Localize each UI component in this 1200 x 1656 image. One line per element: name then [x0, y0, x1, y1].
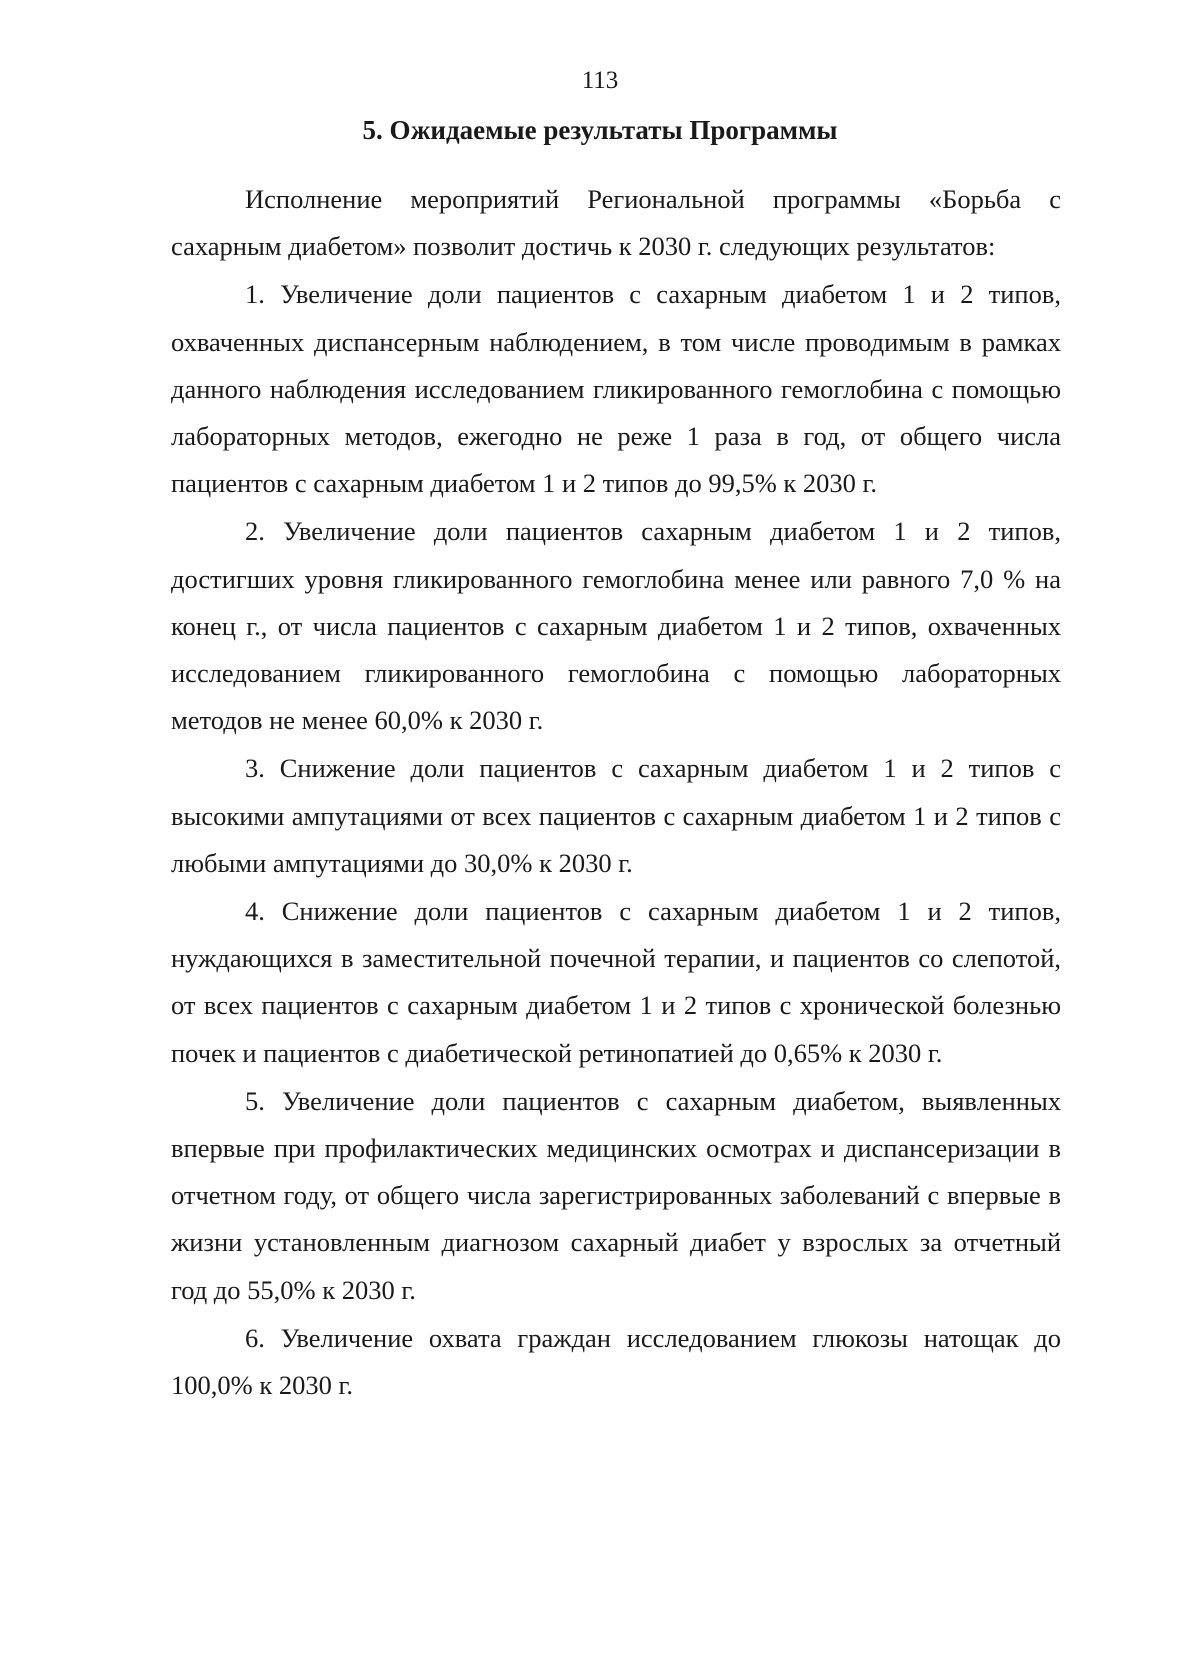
result-item-1: 1. Увеличение доли пациентов с сахарным диабетом 1 и 2 типов, охваченных диспансерным наблюдением, в том числе проводимым в рамках данного наблюдения исследованием гликированного гемоглобина с помощью лабораторных методов, ежегодно не реже 1 раза в год, от общего числа пациентов с сахарным диабетом 1 и 2 типов до 99,5% к 2030 г.	[171, 279, 1061, 499]
result-item-5: 5. Увеличение доли пациентов с сахарным диабетом, выявленных впервые при профилактических медицинских осмотрах и диспансеризации в отчетном году, от общего числа зарегистрированных заболеваний с впервые в жизни установленным диагнозом сахарный диабет у взрослых за отчетный год до 55,0% к 2030 г.	[171, 1085, 1061, 1305]
result-item-6: 6. Увеличение охвата граждан исследованием глюкозы натощак до 100,0% к 2030 г.	[171, 1322, 1061, 1401]
result-item-2: 2. Увеличение доли пациентов сахарным диабетом 1 и 2 типов, достигших уровня гликированного гемоглобина менее или равного 7,0 % на конец г., от числа пациентов с сахарным диабетом 1 и 2 типов, охваченных исследованием гликированного гемоглобина с помощью лабораторных методов не менее 60,0% к 2030 г.	[171, 516, 1061, 736]
result-item-3: 3. Снижение доли пациентов с сахарным диабетом 1 и 2 типов с высокими ампутациями от всех пациентов с сахарным диабетом 1 и 2 типов с любыми ампутациями до 30,0% к 2030 г.	[171, 753, 1061, 878]
intro-paragraph: Исполнение мероприятий Региональной программы «Борьба с сахарным диабетом» позволит достичь к 2030 г. следующих результатов:	[171, 184, 1061, 262]
section-title: 5. Ожидаемые результаты Программы	[362, 115, 838, 145]
page-number: 113	[581, 67, 619, 94]
document-body	[171, 176, 1061, 1409]
result-item-4: 4. Снижение доли пациентов с сахарным диабетом 1 и 2 типов, нуждающихся в заместительной почечной терапии, и пациентов со слепотой, от всех пациентов с сахарным диабетом 1 и 2 типов с хронической болезнью почек и пациентов с диабетической ретинопатией до 0,65% к 2030 г.	[171, 896, 1061, 1068]
